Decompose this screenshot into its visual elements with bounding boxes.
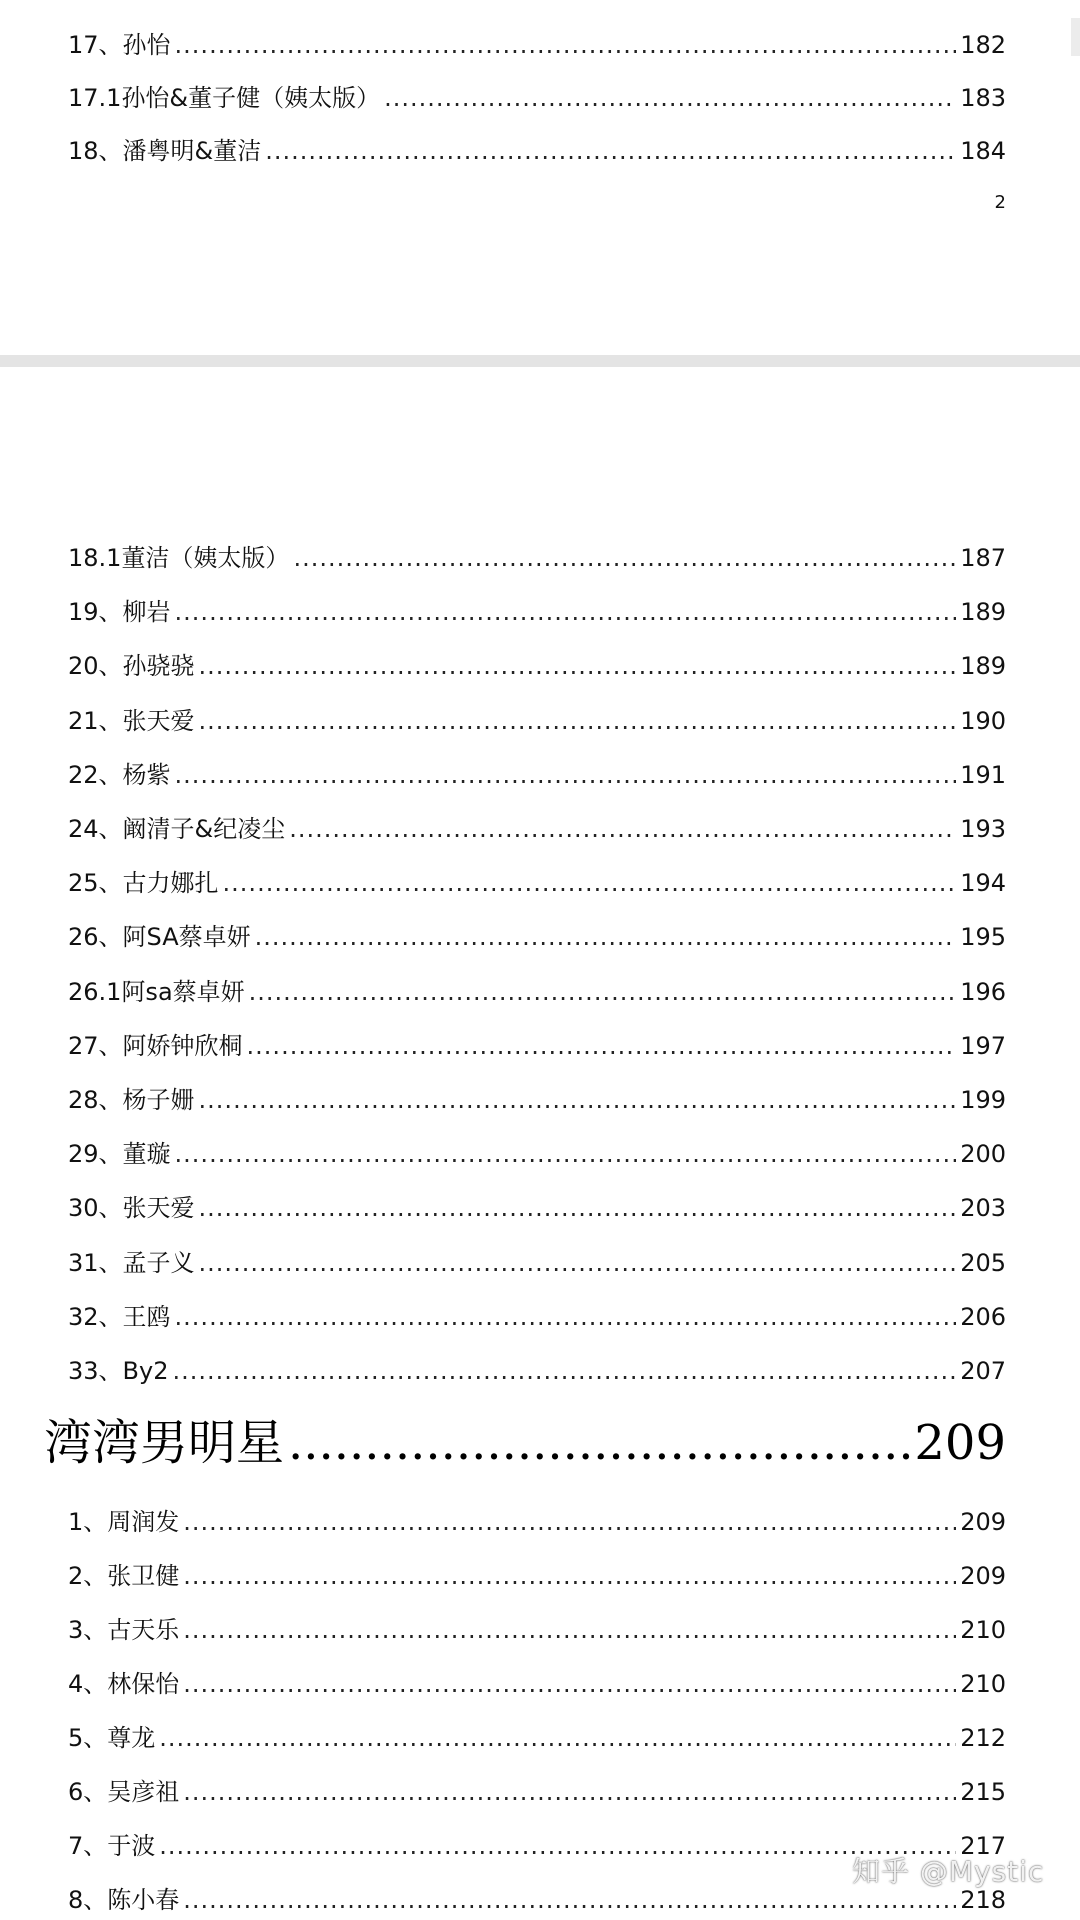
toc-entry-title: 24、阚清子&纪凌尘 <box>68 815 286 843</box>
toc-entry-page: 184 <box>960 137 1006 165</box>
toc-entry[interactable] <box>68 126 1006 166</box>
toc-entry[interactable] <box>68 1292 1006 1332</box>
toc-entry[interactable] <box>68 533 1006 573</box>
toc-entry[interactable] <box>68 1713 1006 1753</box>
toc-dot-leader <box>199 651 957 681</box>
toc-entry-page: 217 <box>960 1832 1006 1860</box>
toc-entry-title: 2、张卫健 <box>68 1562 180 1590</box>
toc-dot-leader <box>183 1777 956 1807</box>
toc-entry[interactable] <box>68 1659 1006 1699</box>
toc-dot-leader <box>183 1669 956 1699</box>
toc-entry-title: 25、古力娜扎 <box>68 869 219 898</box>
toc-entry-page: 189 <box>960 598 1006 627</box>
toc-entry-page: 193 <box>960 815 1006 843</box>
toc-dot-leader <box>199 1248 957 1278</box>
toc-dot-leader <box>265 136 956 166</box>
toc-entry-title: 22、杨紫 <box>68 760 171 789</box>
toc-entry-page: 210 <box>960 1670 1006 1698</box>
toc-entry-title: 26、阿SA蔡卓妍 <box>68 923 251 952</box>
toc-entry[interactable] <box>68 1767 1006 1807</box>
toc-entry-title: 8、陈小春 <box>68 1886 180 1914</box>
toc-entry-title: 17、孙怡 <box>68 31 171 59</box>
toc-entry-title: 33、By2 <box>68 1357 169 1385</box>
toc-entry-page: 199 <box>960 1086 1006 1114</box>
toc-entry-page: 203 <box>960 1194 1006 1223</box>
toc-dot-leader <box>183 1507 956 1537</box>
toc-entry-page: 194 <box>960 869 1006 898</box>
toc-entry[interactable] <box>68 1605 1006 1645</box>
toc-entry[interactable] <box>68 1129 1006 1169</box>
toc-entry[interactable] <box>68 641 1006 681</box>
toc-dot-leader <box>175 30 957 60</box>
toc-entry-page: 205 <box>960 1248 1006 1277</box>
toc-dot-leader <box>175 597 957 627</box>
toc-entry-title: 19、柳岩 <box>68 598 171 627</box>
toc-dot-leader <box>159 1723 956 1753</box>
toc-entry-title: 21、张天爱 <box>68 706 195 735</box>
toc-dot-leader <box>183 1615 956 1645</box>
toc-entry-page: 207 <box>960 1357 1006 1385</box>
toc-dot-leader <box>199 706 957 736</box>
toc-entry-title: 7、于波 <box>68 1832 156 1860</box>
toc-dot-leader <box>175 760 957 790</box>
watermark: 知乎 @Mystic <box>852 1855 1045 1888</box>
toc-section-heading[interactable] <box>44 1407 1006 1471</box>
scrollbar-thumb[interactable] <box>1071 18 1080 56</box>
toc-entry-page: 209 <box>960 1562 1006 1590</box>
toc-entry-title: 18、潘粤明&董洁 <box>68 137 262 165</box>
toc-entry-page: 215 <box>960 1778 1006 1806</box>
toc-entry[interactable] <box>68 804 1006 844</box>
toc-entry-title: 27、阿娇钟欣桐 <box>68 1031 243 1060</box>
toc-dot-leader <box>293 543 956 573</box>
toc-entry-page: 195 <box>960 923 1006 952</box>
toc-entry-title: 18.1董洁（姨太版） <box>68 544 290 572</box>
toc-entry[interactable] <box>68 967 1006 1007</box>
toc-entry-title: 30、张天爱 <box>68 1194 195 1223</box>
toc-entry[interactable] <box>68 20 1006 60</box>
toc-entry-title: 32、王鸥 <box>68 1302 171 1331</box>
toc-dot-leader <box>384 83 956 113</box>
toc-entry-title: 31、孟子义 <box>68 1248 195 1277</box>
toc-entry[interactable] <box>68 912 1006 952</box>
toc-dot-leader <box>183 1885 956 1915</box>
toc-entry[interactable] <box>68 587 1006 627</box>
toc-entry-page: 212 <box>960 1724 1006 1752</box>
toc-dot-leader <box>175 1302 957 1332</box>
toc-heading-page: 209 <box>914 1415 1006 1471</box>
toc-entry-title: 20、孙骁骁 <box>68 652 195 681</box>
toc-entry[interactable] <box>68 1021 1006 1061</box>
toc-entry[interactable] <box>68 1551 1006 1591</box>
toc-entry-title: 3、古天乐 <box>68 1616 180 1644</box>
toc-entry[interactable] <box>68 1497 1006 1537</box>
toc-entry-title: 26.1阿sa蔡卓妍 <box>68 977 245 1006</box>
toc-entry-page: 189 <box>960 652 1006 681</box>
toc-entry[interactable] <box>68 696 1006 736</box>
toc-entry[interactable] <box>68 750 1006 790</box>
toc-entry-page: 190 <box>960 706 1006 735</box>
toc-entry-page: 206 <box>960 1302 1006 1331</box>
toc-dot-leader <box>199 1085 957 1115</box>
toc-entry-page: 182 <box>960 31 1006 59</box>
toc-dot-leader <box>223 868 957 898</box>
toc-entry[interactable] <box>68 73 1006 113</box>
toc-entry-page: 197 <box>960 1031 1006 1060</box>
toc-entry-title: 5、尊龙 <box>68 1724 156 1752</box>
toc-dot-leader <box>159 1831 956 1861</box>
toc-entry[interactable] <box>68 1238 1006 1278</box>
toc-entry[interactable] <box>68 858 1006 898</box>
toc-dot-leader <box>183 1561 956 1591</box>
toc-dot-leader <box>247 1031 957 1061</box>
toc-entry-page: 200 <box>960 1140 1006 1169</box>
page-number: 2 <box>994 192 1006 213</box>
toc-entry-page: 218 <box>960 1886 1006 1914</box>
toc-entry-page: 209 <box>960 1508 1006 1536</box>
toc-entry[interactable] <box>68 1075 1006 1115</box>
toc-dot-leader <box>255 922 957 952</box>
toc-dot-leader <box>172 1356 956 1386</box>
toc-entry-page: 187 <box>960 544 1006 572</box>
toc-entry-title: 4、林保怡 <box>68 1670 180 1698</box>
toc-entry-title: 1、周润发 <box>68 1508 180 1536</box>
toc-dot-leader <box>249 977 957 1007</box>
toc-entry-title: 6、吴彦祖 <box>68 1778 180 1806</box>
toc-dot-leader <box>199 1193 957 1223</box>
toc-dot-leader <box>288 1415 914 1471</box>
toc-entry-page: 191 <box>960 760 1006 789</box>
toc-entry[interactable] <box>68 1183 1006 1223</box>
toc-heading-title: 湾湾男明星 <box>44 1415 285 1471</box>
document-page-top <box>0 0 1080 355</box>
page-separator <box>0 355 1080 367</box>
toc-entry-title: 17.1孙怡&董子健（姨太版） <box>68 84 381 112</box>
toc-dot-leader <box>289 814 956 844</box>
toc-entry-page: 196 <box>960 977 1006 1006</box>
toc-entry-page: 183 <box>960 84 1006 112</box>
toc-entry-title: 28、杨子姗 <box>68 1086 195 1114</box>
toc-entry-title: 29、董璇 <box>68 1140 171 1169</box>
toc-entry-page: 210 <box>960 1616 1006 1644</box>
toc-entry[interactable] <box>68 1346 1006 1386</box>
toc-dot-leader <box>175 1139 957 1169</box>
